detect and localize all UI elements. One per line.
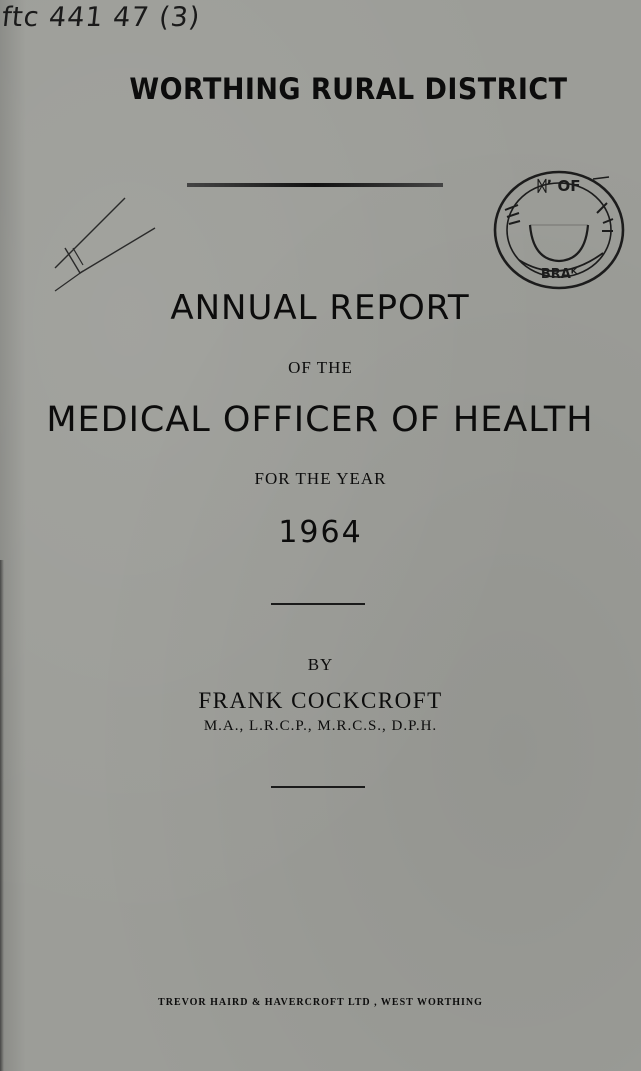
report-title: ANNUAL REPORT	[170, 288, 470, 328]
report-year: 1964	[278, 515, 363, 550]
header-divider	[187, 183, 443, 187]
seal-legend-bottom: BRAᴷ	[540, 267, 578, 282]
printer-imprint: TREVOR HAIRD & HAVERCROFT LTD , WEST WORTHING	[158, 997, 483, 1008]
author-divider	[271, 786, 365, 788]
binding-edge-shadow	[0, 560, 4, 1071]
handwritten-catalog-note: ftc 441 47 (3)	[0, 2, 202, 33]
author-qualifications: M.A., L.R.C.P., M.R.C.S., D.P.H.	[203, 718, 438, 734]
for-the-year-label: FOR THE YEAR	[254, 469, 387, 488]
by-label: BY	[307, 655, 334, 674]
of-the-label: OF THE	[288, 358, 353, 377]
pencil-mark-icon	[35, 193, 165, 298]
author-name: FRANK COCKCROFT	[198, 688, 443, 713]
district-heading: WORTHING RURAL DISTRICT	[129, 72, 568, 106]
district-seal-icon	[485, 165, 630, 295]
title-divider	[271, 603, 365, 605]
report-subject: MEDICAL OFFICER OF HEALTH	[46, 400, 594, 440]
seal-legend-top: ᛞʼ OF	[537, 177, 581, 195]
